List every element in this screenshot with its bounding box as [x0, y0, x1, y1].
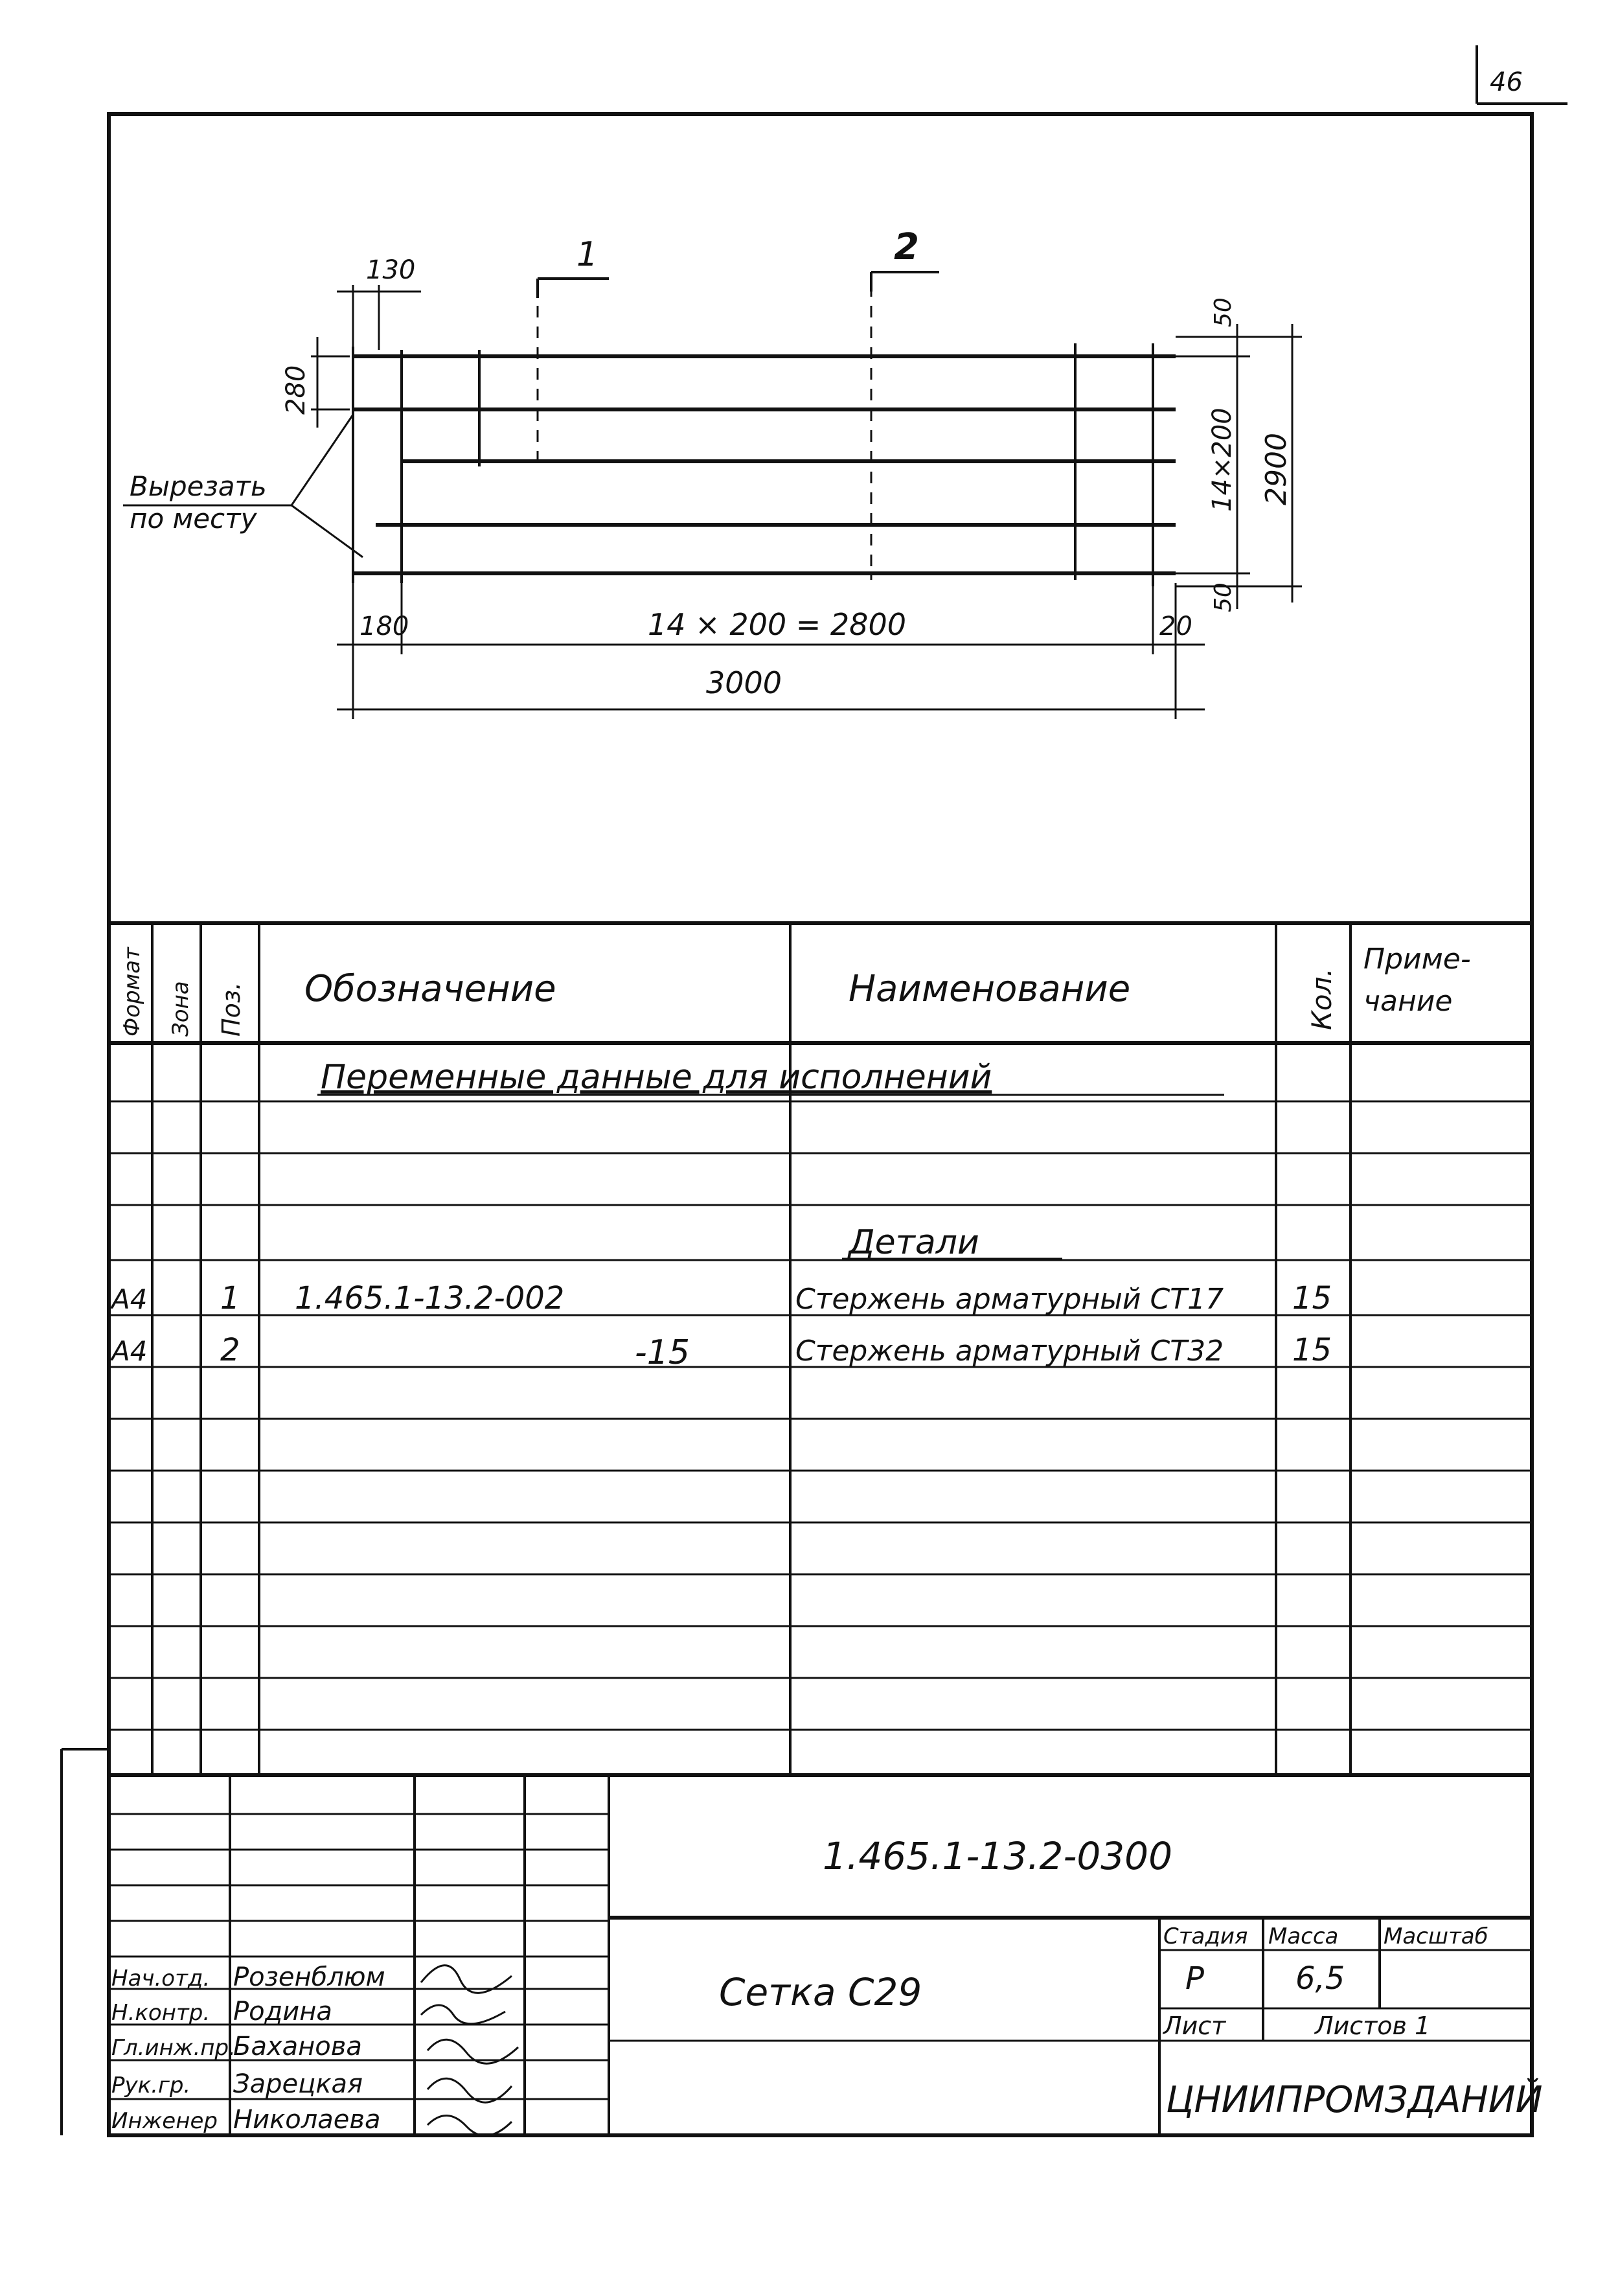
signer-name: Родина: [233, 1997, 332, 2026]
title-block: [109, 1775, 1543, 2135]
signer-name: Баханова: [233, 2032, 362, 2061]
signer-row: [111, 2032, 518, 2063]
dim-2900-label: 2900: [1260, 433, 1293, 505]
spec-header-qty: Кол.: [1306, 968, 1338, 1030]
dim-3000-label: 3000: [706, 665, 782, 700]
callouts: [538, 226, 939, 298]
mass-value: 6,5: [1295, 1960, 1345, 1997]
scale-label: Масштаб: [1384, 1923, 1488, 1949]
signer-role: Инженер: [111, 2108, 218, 2134]
spec-header-format: Формат: [119, 947, 145, 1037]
signer-name: Николаева: [233, 2105, 381, 2135]
spec-header-designation: Обозначение: [304, 968, 556, 1010]
row-1-qty: 15: [1292, 1280, 1332, 1316]
signer-role: Рук.гр.: [111, 2072, 191, 2098]
spec-header-note-line1: Приме-: [1363, 943, 1471, 976]
cut-note-line2: по месту: [130, 503, 257, 534]
signer-row: [111, 1997, 505, 2026]
dim-130-label: 130: [366, 255, 416, 285]
dim-180-label: 180: [359, 612, 409, 641]
stage-value: Р: [1185, 1960, 1204, 1997]
signer-role: Нач.отд.: [111, 1966, 211, 1992]
dim-14x200-v-label: 14×200: [1207, 408, 1237, 512]
dim-50-bottom-label: 50: [1210, 582, 1237, 612]
spec-header-name: Наименование: [849, 968, 1131, 1010]
spec-header-zone: Зона: [168, 981, 194, 1037]
spec-table: [109, 923, 1532, 1775]
signer-row: [111, 2105, 512, 2135]
signer-name: Зарецкая: [233, 2069, 363, 2099]
row-1-pos: 1: [220, 1280, 240, 1316]
spec-section-title: Детали: [849, 1223, 979, 1262]
spec-header-note-line2: чание: [1363, 985, 1453, 1018]
dim-2800-label: 14 × 200 = 2800: [648, 607, 906, 642]
row-1-name: Стержень арматурный СТ17: [795, 1283, 1224, 1316]
outer-frame: [109, 114, 1532, 2135]
callout-1-label: 1: [576, 235, 598, 274]
row-2-name: Стержень арматурный СТ32: [795, 1335, 1224, 1368]
product-name: Сетка С29: [719, 1970, 922, 2014]
mesh-drawing: [353, 285, 1176, 586]
doc-code: 1.465.1-13.2-0300: [823, 1834, 1172, 1878]
row-2-pos: 2: [220, 1332, 240, 1368]
organization: ЦНИИПРОМЗДАНИЙ: [1166, 2079, 1543, 2121]
dimensions: [281, 255, 1302, 719]
signer-role: Н.контр.: [111, 2000, 211, 2026]
row-2-designation: -15: [635, 1333, 690, 1372]
cut-note-leader-1: [291, 415, 353, 505]
cut-note-line1: Вырезать: [130, 470, 267, 502]
sheet-label: Лист: [1163, 2012, 1226, 2040]
row-2-format: А4: [111, 1335, 148, 1367]
row-1-format: А4: [111, 1283, 148, 1315]
signer-name: Розенблюм: [233, 1962, 385, 1992]
signature: [421, 2005, 505, 2024]
signature: [427, 2115, 512, 2135]
page-number: 46: [1490, 67, 1523, 97]
cut-note: [123, 415, 363, 557]
table-row: [109, 1280, 1332, 1316]
dim-20-label: 20: [1159, 612, 1192, 641]
spec-variable-data-title: Переменные данные для исполнений: [321, 1058, 992, 1097]
sheets-label: Листов 1: [1315, 2012, 1431, 2040]
dim-50-top-label: 50: [1210, 297, 1237, 327]
signer-row: [111, 2069, 512, 2102]
row-1-designation: 1.465.1-13.2-002: [295, 1280, 565, 1316]
callout-2-label: 2: [894, 226, 919, 268]
row-2-qty: 15: [1292, 1332, 1332, 1368]
stage-label: Стадия: [1163, 1923, 1248, 1949]
dim-280-label: 280: [281, 365, 311, 415]
mass-label: Масса: [1268, 1923, 1339, 1949]
spec-header-pos: Поз.: [217, 982, 245, 1037]
signer-role: Гл.инж.пр.: [111, 2035, 236, 2061]
